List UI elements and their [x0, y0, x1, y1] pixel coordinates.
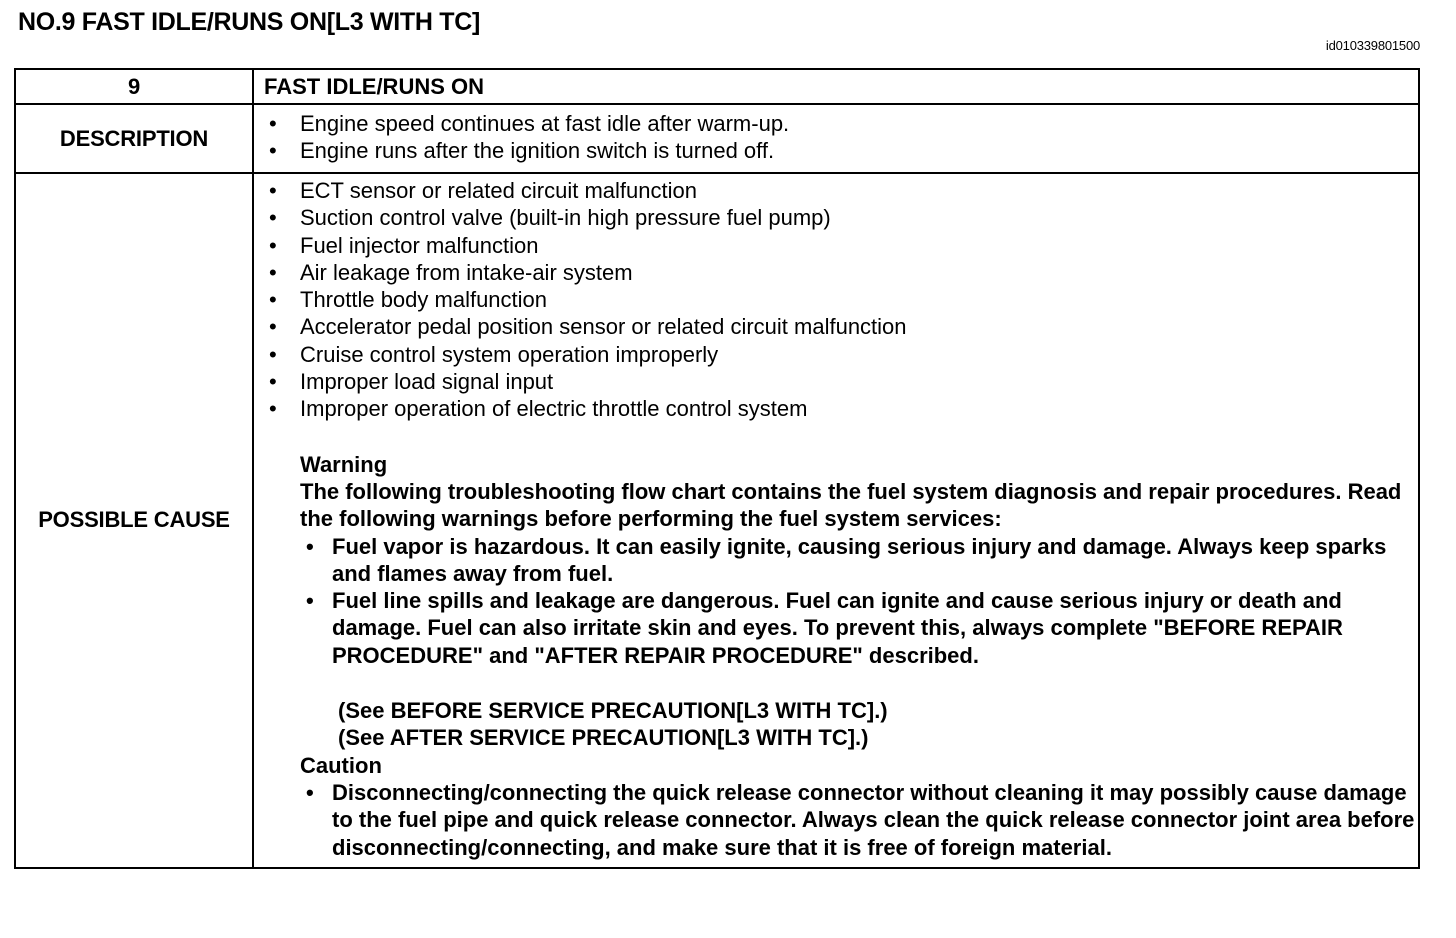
- cause-item: • Accelerator pedal position sensor or related circuit malfunction: [264, 313, 1418, 340]
- document-id: id010339801500: [1325, 38, 1420, 53]
- description-item: • Engine runs after the ignition switch is turned off.: [264, 137, 1418, 164]
- cause-list: [264, 177, 1418, 423]
- caution-title: Caution: [300, 752, 382, 778]
- see-references: [338, 697, 1418, 752]
- possible-cause-label: POSSIBLE CAUSE: [15, 173, 253, 868]
- cause-item: • Air leakage from intake-air system: [264, 259, 1418, 286]
- symptom-number: 9: [15, 69, 253, 104]
- description-list: [264, 110, 1418, 165]
- possible-cause-row: [15, 173, 1419, 868]
- description-item: • Engine speed continues at fast idle after warm-up.: [264, 110, 1418, 137]
- table-header-row: [15, 69, 1419, 104]
- description-row: [15, 104, 1419, 173]
- caution-list: [300, 779, 1418, 861]
- warning-item: • Fuel line spills and leakage are dangerous. Fuel can ignite and cause serious injury or death and damage. Fuel can also irritate skin and eyes. To prevent this, always complete "BEFORE REPAIR PROCEDURE" and "AFTER REPAIR PROCEDURE" described.: [300, 587, 1418, 669]
- description-content: [253, 104, 1419, 173]
- symptom-title: FAST IDLE/RUNS ON: [253, 69, 1419, 104]
- cause-item: • Improper operation of electric throttle control system: [264, 395, 1418, 422]
- cause-item: • Suction control valve (built-in high pressure fuel pump): [264, 204, 1418, 231]
- see-after-service-link[interactable]: (See AFTER SERVICE PRECAUTION[L3 WITH TC].): [338, 725, 869, 751]
- symptom-table: [14, 68, 1420, 869]
- description-label: DESCRIPTION: [15, 104, 253, 173]
- cause-item: • ECT sensor or related circuit malfunction: [264, 177, 1418, 204]
- warning-block: [300, 451, 1418, 861]
- see-before-service-link[interactable]: (See BEFORE SERVICE PRECAUTION[L3 WITH TC].): [338, 698, 888, 724]
- warning-list: [300, 533, 1418, 669]
- warning-title: Warning: [300, 451, 388, 477]
- warning-item: • Fuel vapor is hazardous. It can easily ignite, causing serious injury and damage. Always keep sparks and flames away from fuel.: [300, 533, 1418, 588]
- cause-item: • Fuel injector malfunction: [264, 232, 1418, 259]
- page-title: NO.9 FAST IDLE/RUNS ON[L3 WITH TC]: [18, 8, 481, 36]
- caution-item: • Disconnecting/connecting the quick release connector without cleaning it may possibly cause damage to the fuel pipe and quick release connector. Always clean the quick release connector joint area before disconnecting/connecting, and make sure that it is free of foreign material.: [300, 779, 1418, 861]
- cause-item: • Improper load signal input: [264, 368, 1418, 395]
- cause-item: • Cruise control system operation improperly: [264, 341, 1418, 368]
- possible-cause-content: [253, 173, 1419, 868]
- cause-item: • Throttle body malfunction: [264, 286, 1418, 313]
- warning-intro: The following troubleshooting flow chart contains the fuel system diagnosis and repair procedures. Read the following warnings before performing the fuel system services:: [300, 478, 1402, 532]
